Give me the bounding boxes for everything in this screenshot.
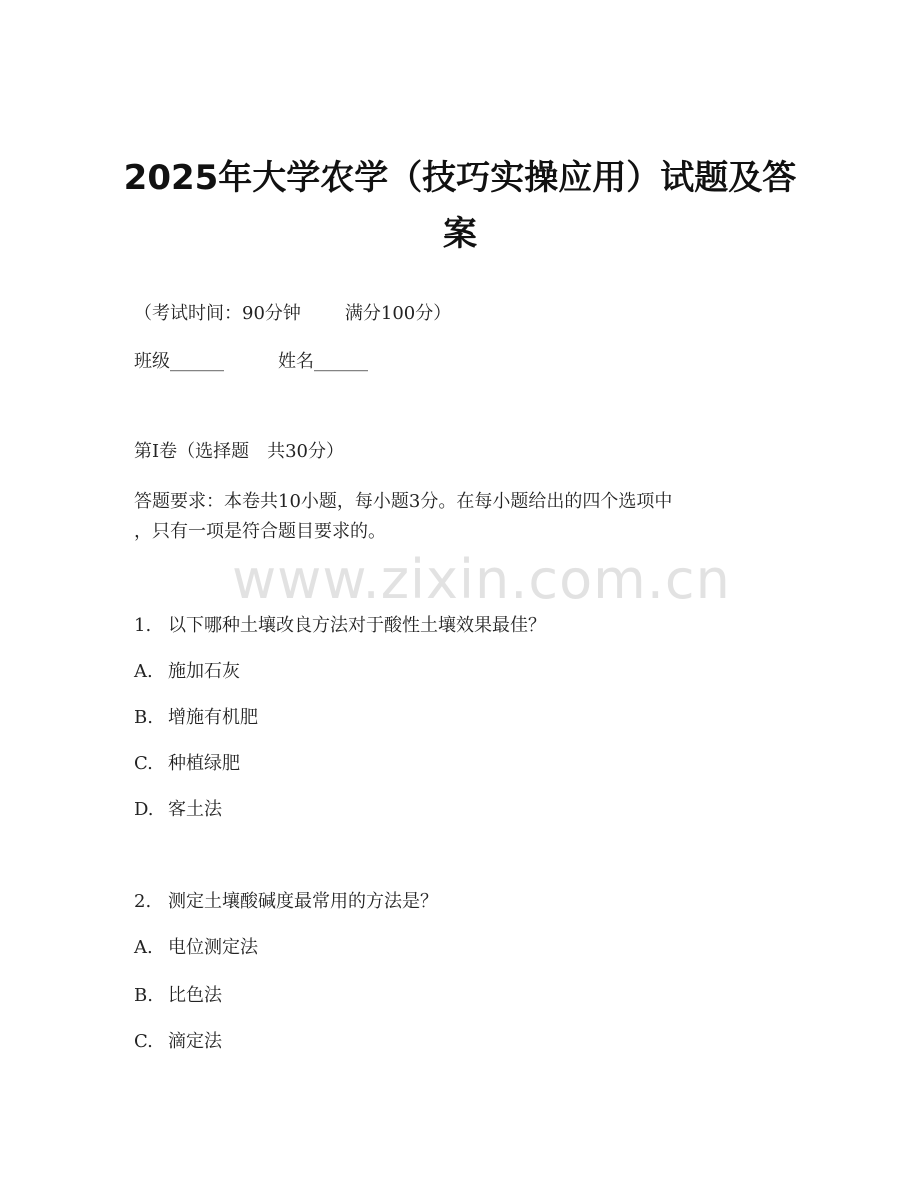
question-number: 2. (134, 891, 152, 912)
question-1 (134, 612, 546, 640)
title-line-1: 2025年大学农学（技巧实操应用）试题及答 (123, 158, 797, 198)
document-title (120, 150, 800, 262)
question-text: 测定土壤酸碱度最常用的方法是？ (168, 891, 438, 912)
question-1-option-a[interactable] (134, 658, 240, 686)
option-text: 施加石灰 (168, 661, 240, 682)
instructions-line-2: ，只有一项是符合题目要求的。 (134, 521, 386, 542)
option-letter: C. (134, 1031, 153, 1052)
student-info (134, 348, 368, 376)
option-text: 客土法 (168, 799, 222, 820)
name-field: 姓名______ (278, 351, 368, 372)
option-letter: C. (134, 753, 153, 774)
option-text: 种植绿肥 (168, 753, 240, 774)
question-2-option-a[interactable] (134, 934, 258, 962)
option-letter: A. (134, 937, 153, 958)
full-score: 满分100分） (344, 303, 452, 324)
question-number: 1. (134, 615, 152, 636)
exam-time: （考试时间：90分钟 (134, 303, 301, 324)
option-letter: D. (134, 799, 154, 820)
class-field: 班级______ (134, 351, 224, 372)
exam-info (134, 300, 451, 328)
question-2-option-c[interactable] (134, 1028, 222, 1056)
title-line-2: 案 (443, 214, 477, 254)
question-text: 以下哪种土壤改良方法对于酸性土壤效果最佳？ (168, 615, 546, 636)
question-1-option-b[interactable] (134, 704, 258, 732)
option-text: 增施有机肥 (168, 707, 258, 728)
question-1-option-c[interactable] (134, 750, 240, 778)
option-text: 滴定法 (168, 1031, 222, 1052)
option-letter: B. (134, 985, 153, 1006)
question-2-option-b[interactable] (134, 982, 222, 1010)
watermark: www.zixin.com.cn (232, 548, 731, 611)
section-heading: 第I卷（选择题 共30分） (134, 441, 345, 462)
question-1-option-d[interactable] (134, 796, 222, 824)
option-text: 电位测定法 (168, 937, 258, 958)
option-letter: A. (134, 661, 153, 682)
option-text: 比色法 (168, 985, 222, 1006)
option-letter: B. (134, 707, 153, 728)
instructions-line-1: 答题要求：本卷共10小题，每小题3分。在每小题给出的四个选项中 (134, 491, 673, 512)
question-2 (134, 888, 438, 916)
